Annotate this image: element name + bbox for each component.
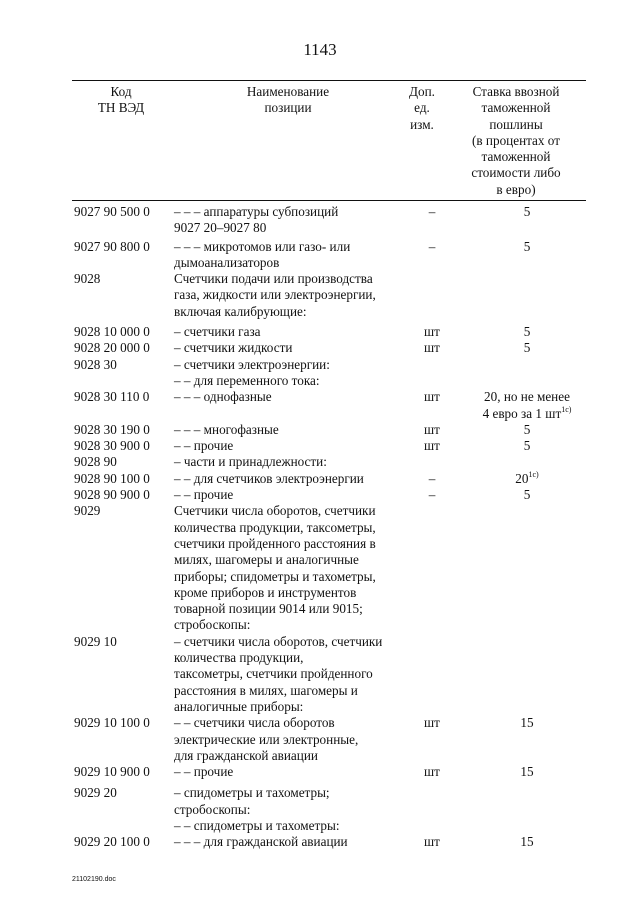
duty-rate-text: 5 — [523, 204, 531, 219]
position-name-line: – счетчики электроэнергии: — [174, 356, 330, 372]
duty-rate-text: 15 — [520, 715, 534, 731]
footnote-marker: 1с) — [528, 469, 539, 479]
duty-rate — [452, 357, 602, 373]
position-name — [174, 239, 412, 272]
position-name — [174, 324, 412, 340]
position-name-line: – – – микротомов или газо- или — [174, 238, 351, 254]
header-rate-line: таможенной — [481, 100, 551, 116]
position-name-line: стробоскопы: — [174, 801, 251, 817]
duty-rate-line — [452, 438, 602, 454]
duty-rate-text: 15 — [520, 834, 534, 850]
table-row — [0, 422, 640, 438]
unit-cell: шт — [424, 324, 440, 340]
unit-cell — [412, 357, 452, 373]
duty-rate — [452, 324, 602, 340]
position-name-line: счетчики пройденного расстояния в — [174, 535, 376, 551]
position-name-line: – – для счетчиков электроэнергии — [174, 470, 364, 486]
tnved-code: 9028 90 — [74, 454, 117, 470]
table-row — [0, 340, 640, 356]
position-name — [174, 438, 412, 454]
position-name-line: – – – многофазные — [174, 421, 279, 437]
unit-cell: шт — [424, 421, 440, 437]
table-row — [0, 357, 640, 373]
header-rate-line: таможенной — [481, 149, 551, 165]
unit-cell: шт — [424, 438, 440, 454]
tnved-code: 9028 90 100 0 — [74, 470, 150, 486]
unit-cell — [412, 373, 452, 389]
position-name — [174, 503, 412, 633]
header-unit-line: изм. — [410, 116, 434, 132]
duty-rate — [452, 785, 602, 818]
table-row — [0, 715, 640, 764]
duty-rate-line — [452, 324, 602, 340]
position-name — [174, 204, 412, 237]
tnved-code: 9028 30 110 0 — [74, 389, 150, 405]
position-name-line: – – прочие — [174, 487, 234, 503]
duty-rate-line — [452, 764, 602, 780]
tnved-code: 9029 20 100 0 — [74, 834, 150, 850]
position-name-line: – – прочие — [174, 438, 234, 454]
position-name — [174, 487, 412, 503]
header-unit-line: ед. — [414, 100, 430, 116]
duty-rate-text: 5 — [523, 238, 531, 254]
header-unit — [402, 84, 442, 133]
duty-rate — [452, 818, 602, 834]
position-name-line: – спидометры и тахометры; — [174, 785, 330, 801]
table-top-rule — [72, 80, 586, 81]
position-name-line: Счетчики числа оборотов, счетчики — [174, 503, 376, 519]
position-name-line: – – прочие — [174, 764, 234, 780]
unit-cell: – — [428, 470, 436, 486]
position-name — [174, 785, 412, 818]
position-name — [174, 818, 412, 834]
position-name — [174, 715, 412, 764]
unit-cell: шт — [424, 764, 440, 780]
position-name-line: – – счетчики числа оборотов — [174, 715, 335, 731]
header-rate-line: (в процентах от — [472, 132, 560, 148]
position-name-line: включая калибрующие: — [174, 303, 307, 319]
header-rate-line: Ставка ввозной — [472, 84, 560, 99]
duty-rate-line — [452, 239, 602, 255]
position-name-line: дымоанализаторов — [174, 254, 280, 270]
duty-rate-line — [452, 389, 602, 405]
position-name — [174, 422, 412, 438]
duty-rate — [452, 764, 602, 780]
position-name-line: таксометры, счетчики пройденного — [174, 666, 373, 682]
header-name-line: позиции — [264, 100, 312, 116]
page-number: 1143 — [303, 40, 337, 59]
duty-rate-text: 15 — [520, 764, 534, 780]
unit-cell: шт — [424, 834, 440, 850]
tnved-code: 9029 — [74, 503, 101, 519]
table-row — [0, 271, 640, 320]
position-name — [174, 389, 412, 422]
duty-rate — [452, 503, 602, 633]
header-rate — [446, 84, 586, 198]
table-row — [0, 834, 640, 850]
position-name-line: аналогичные приборы: — [174, 698, 304, 714]
duty-rate-line — [452, 340, 602, 356]
duty-rate-text: 5 — [523, 487, 531, 503]
duty-rate — [452, 471, 602, 487]
position-name — [174, 373, 412, 389]
table-row — [0, 373, 640, 389]
position-name-line: – счетчики газа — [174, 324, 261, 340]
duty-rate — [452, 487, 602, 503]
header-name-line: Наименование — [246, 84, 330, 99]
table-row — [0, 471, 640, 487]
tnved-code: 9028 90 900 0 — [74, 487, 150, 503]
tnved-code: 9029 20 — [74, 785, 117, 801]
unit-cell: шт — [424, 715, 440, 731]
table-row — [0, 503, 640, 633]
tnved-code: 9027 90 800 0 — [74, 238, 150, 254]
position-name-line: количества продукции, — [174, 650, 304, 666]
table-row — [0, 389, 640, 422]
position-name-line: – – – однофазные — [174, 389, 272, 405]
duty-rate-text: 5 — [523, 421, 531, 437]
tnved-code: 9028 10 000 0 — [74, 324, 150, 340]
tnved-code: 9028 30 190 0 — [74, 421, 150, 437]
duty-rate-text: 20, но не менее — [484, 389, 570, 405]
header-rate-line: стоимости либо — [471, 165, 561, 181]
position-name — [174, 271, 412, 320]
unit-cell — [412, 454, 452, 470]
position-name-line: стробоскопы: — [174, 617, 251, 633]
duty-rate-line — [452, 204, 602, 220]
table-row — [0, 818, 640, 834]
duty-rate — [452, 373, 602, 389]
duty-rate-text: 4 евро за 1 шт — [482, 405, 562, 421]
unit-cell: – — [428, 487, 436, 503]
duty-rate — [452, 271, 602, 320]
unit-cell — [412, 503, 452, 633]
tnved-code — [0, 818, 174, 834]
duty-rate — [452, 204, 602, 237]
tnved-code: 9028 30 — [74, 356, 117, 372]
duty-rate-line — [452, 487, 602, 503]
duty-rate-text: 5 — [523, 438, 531, 454]
duty-rate — [452, 389, 602, 422]
header-code — [72, 84, 170, 117]
position-name-line: 9027 20–9027 80 — [174, 220, 267, 236]
position-name — [174, 834, 412, 850]
duty-rate — [452, 340, 602, 356]
position-name-line: расстояния в милях, шагомеры и — [174, 682, 358, 698]
position-name-line: газа, жидкости или электроэнергии, — [174, 287, 376, 303]
duty-rate-line — [452, 406, 602, 422]
unit-cell: – — [428, 204, 436, 219]
table-row — [0, 454, 640, 470]
position-name-line: для гражданской авиации — [174, 747, 318, 763]
table-row — [0, 634, 640, 715]
duty-rate-text: 5 — [523, 324, 531, 340]
duty-rate — [452, 422, 602, 438]
table-row — [0, 438, 640, 454]
position-name-line: – – – для гражданской авиации — [174, 834, 348, 850]
tnved-code: 9029 10 — [74, 633, 117, 649]
unit-cell: – — [428, 238, 436, 254]
position-name-line: Счетчики подачи или производства — [174, 271, 373, 287]
duty-rate — [452, 239, 602, 272]
tnved-code: 9029 10 100 0 — [74, 715, 150, 731]
tnved-code: 9028 20 000 0 — [74, 340, 150, 356]
table-row — [0, 785, 640, 818]
position-name — [174, 454, 412, 470]
duty-rate — [452, 454, 602, 470]
header-rate-line: пошлины — [489, 116, 543, 132]
table-row — [0, 487, 640, 503]
position-name-line: приборы; спидометры и тахометры, — [174, 568, 376, 584]
unit-cell — [412, 634, 452, 715]
position-name-line: товарной позиции 9014 или 9015; — [174, 601, 363, 617]
header-unit-line: Доп. — [409, 84, 435, 99]
position-name-line: – – для переменного тока: — [174, 372, 320, 388]
header-code-line: Код — [110, 84, 132, 99]
header-name — [172, 84, 404, 117]
duty-rate-line — [452, 471, 602, 487]
tariff-table-body — [0, 204, 640, 853]
header-rate-line: в евро) — [496, 181, 536, 197]
position-name-line: электрические или электронные, — [174, 731, 359, 747]
position-name — [174, 357, 412, 373]
tnved-code — [0, 373, 174, 389]
position-name — [174, 634, 412, 715]
position-name — [174, 764, 412, 780]
duty-rate-text: 5 — [523, 340, 531, 356]
position-name-line: – части и принадлежности: — [174, 454, 327, 470]
table-row — [0, 764, 640, 780]
position-name-line: – – – аппаратуры субпозиций — [174, 204, 339, 219]
position-name-line: количества продукции, таксометры, — [174, 519, 376, 535]
unit-cell: шт — [424, 389, 440, 405]
footnote-marker: 1с) — [561, 404, 572, 414]
duty-rate-line — [452, 422, 602, 438]
position-name-line: – счетчики числа оборотов, счетчики — [174, 633, 383, 649]
unit-cell — [412, 271, 452, 320]
unit-cell: шт — [424, 340, 440, 356]
tnved-code: 9028 30 900 0 — [74, 438, 150, 454]
duty-rate — [452, 438, 602, 454]
duty-rate-line — [452, 715, 602, 731]
duty-rate — [452, 715, 602, 764]
duty-rate — [452, 834, 602, 850]
position-name-line: – – спидометры и тахометры: — [174, 817, 340, 833]
table-row — [0, 204, 640, 237]
position-name-line: милях, шагомеры и аналогичные — [174, 552, 359, 568]
header-code-line: ТН ВЭД — [97, 100, 145, 116]
duty-rate-line — [452, 834, 602, 850]
unit-cell — [412, 818, 452, 834]
duty-rate — [452, 634, 602, 715]
unit-cell — [412, 785, 452, 818]
footer-filename: 21102190.doc — [72, 876, 116, 883]
position-name-line: кроме приборов и инструментов — [174, 584, 357, 600]
tnved-code: 9027 90 500 0 — [74, 204, 150, 219]
position-name-line: – счетчики жидкости — [174, 340, 293, 356]
tnved-code: 9029 10 900 0 — [74, 764, 150, 780]
tnved-code: 9028 — [74, 271, 101, 287]
position-name — [174, 471, 412, 487]
duty-rate-text: 20 — [515, 470, 529, 486]
position-name — [174, 340, 412, 356]
table-row — [0, 239, 640, 272]
table-header-rule — [72, 200, 586, 201]
table-row — [0, 324, 640, 340]
